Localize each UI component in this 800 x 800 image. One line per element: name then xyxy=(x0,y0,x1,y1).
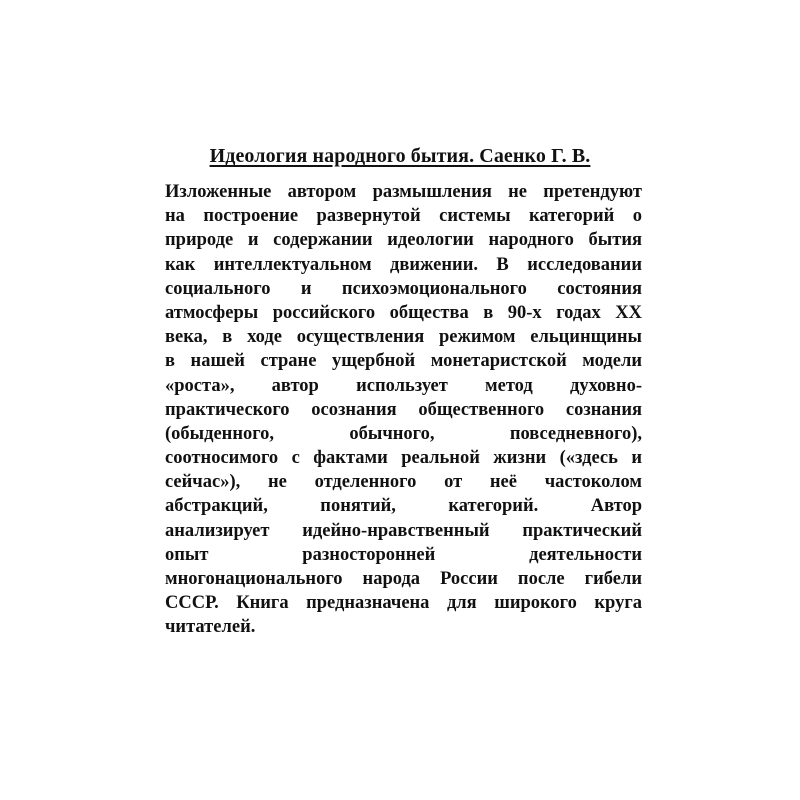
paragraph-line: читателей. xyxy=(165,617,256,638)
paragraph-line: на построение развернутой системы категорий о xyxy=(165,206,642,227)
description-paragraph xyxy=(165,180,642,640)
paragraph-line: сейчас»), не отделенного от неё частоколом xyxy=(165,472,642,493)
paragraph-line: в нашей стране ущербной монетаристской модели xyxy=(165,351,642,372)
paragraph-line: социального и психоэмоционального состояния xyxy=(165,278,642,299)
paragraph-line: соотносимого с фактами реальной жизни («здесь и xyxy=(165,448,642,469)
paragraph-line: (обыденного, обычного, повседневного), xyxy=(165,423,642,444)
paragraph-line: СССР. Книга предназначена для широкого круга xyxy=(165,593,642,614)
paragraph-line: века, в ходе осуществления режимом ельцинщины xyxy=(165,327,642,348)
paragraph-line: Изложенные автором размышления не претендуют xyxy=(165,182,642,202)
paragraph-line: абстракций, понятий, категорий. Автор xyxy=(165,496,642,517)
paragraph-line: многонационального народа России после гибели xyxy=(165,569,642,589)
paragraph-line: природе и содержании идеологии народного бытия xyxy=(165,230,642,251)
document-title: Идеология народного бытия. Саенко Г. В. xyxy=(209,145,591,167)
paragraph-line: «роста», автор использует метод духовно- xyxy=(165,375,642,396)
paragraph-line: атмосферы российского общества в 90-х годах XX xyxy=(165,302,642,323)
paragraph-line: как интеллектуальном движении. В исследовании xyxy=(165,254,642,275)
paragraph-line: анализирует идейно-нравственный практический xyxy=(165,520,642,541)
paragraph-line: опыт разносторонней деятельности xyxy=(165,544,642,565)
paragraph-line: практического осознания общественного сознания xyxy=(165,399,642,420)
